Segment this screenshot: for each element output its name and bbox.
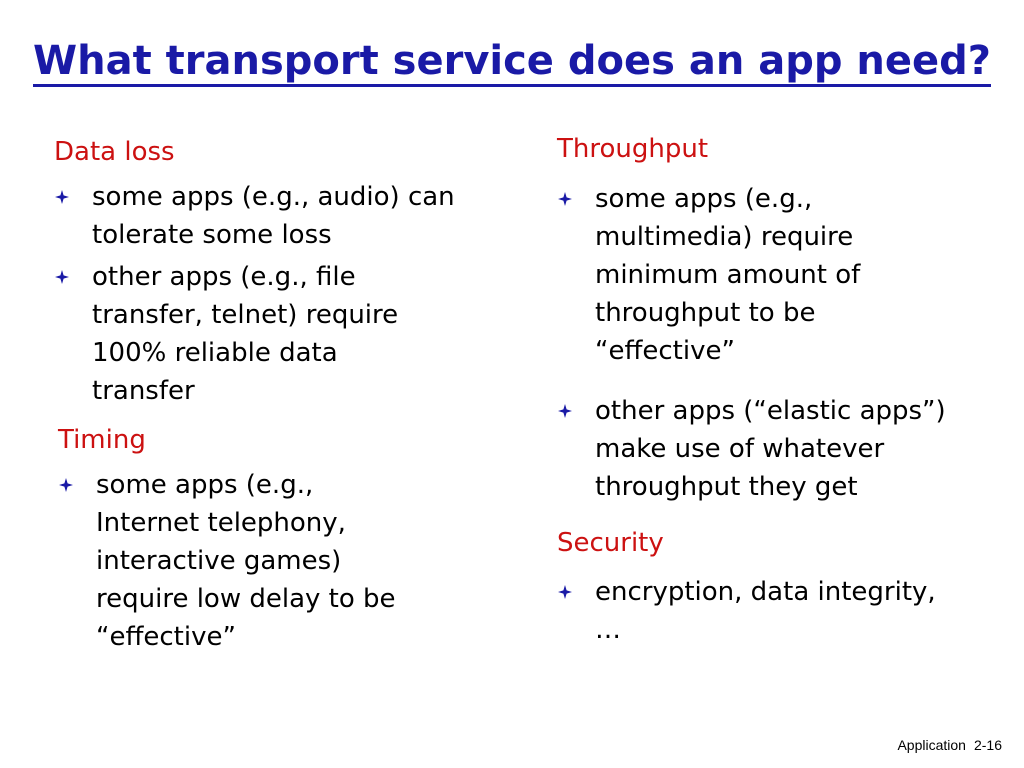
bullet-line: require low delay to be	[96, 584, 396, 614]
bullet-timing-1	[96, 466, 396, 656]
bullet-line: transfer, telnet) require	[92, 300, 399, 330]
heading-security: Security	[557, 528, 664, 558]
bullet-security-1	[595, 573, 936, 649]
heading-timing: Timing	[58, 425, 146, 455]
bullet-line: throughput to be	[595, 298, 816, 328]
slide-footer	[897, 737, 1002, 753]
diamond-star-icon	[59, 466, 77, 504]
bullet-line: Internet telephony,	[96, 508, 346, 538]
diamond-star-icon	[558, 180, 576, 218]
bullet-line: tolerate some loss	[92, 220, 332, 250]
footer-page-number: 2-16	[973, 737, 1002, 753]
bullet-line: “effective”	[595, 336, 735, 366]
bullet-line: “effective”	[96, 622, 236, 652]
slide-title	[0, 36, 1024, 86]
bullet-throughput-1	[595, 180, 860, 370]
bullet-line: interactive games)	[96, 546, 342, 576]
bullet-line: throughput they get	[595, 472, 858, 502]
bullet-line: encryption, data integrity,	[595, 577, 936, 607]
bullet-data-loss-2	[92, 258, 398, 410]
heading-throughput: Throughput	[557, 134, 709, 164]
bullet-line: some apps (e.g., audio) can	[92, 182, 455, 212]
diamond-star-icon	[55, 258, 73, 296]
bullet-throughput-2	[595, 392, 946, 506]
bullet-line: some apps (e.g.,	[595, 184, 813, 214]
bullet-line: minimum amount of	[595, 260, 861, 290]
footer-section: Application	[897, 737, 966, 753]
diamond-star-icon	[558, 392, 576, 430]
diamond-star-icon	[558, 573, 576, 611]
bullet-line: other apps (e.g., file	[92, 262, 356, 292]
bullet-line: 100% reliable data	[92, 338, 338, 368]
bullet-line: make use of whatever	[595, 434, 885, 464]
diamond-star-icon	[55, 178, 73, 216]
bullet-line: transfer	[92, 376, 195, 406]
slide-title-text: What transport service does an app need?	[33, 38, 991, 87]
bullet-data-loss-1	[92, 178, 455, 254]
bullet-line: other apps (“elastic apps”)	[595, 396, 946, 426]
bullet-line: …	[595, 615, 621, 645]
bullet-line: some apps (e.g.,	[96, 470, 314, 500]
heading-data-loss: Data loss	[54, 137, 175, 167]
bullet-line: multimedia) require	[595, 222, 854, 252]
